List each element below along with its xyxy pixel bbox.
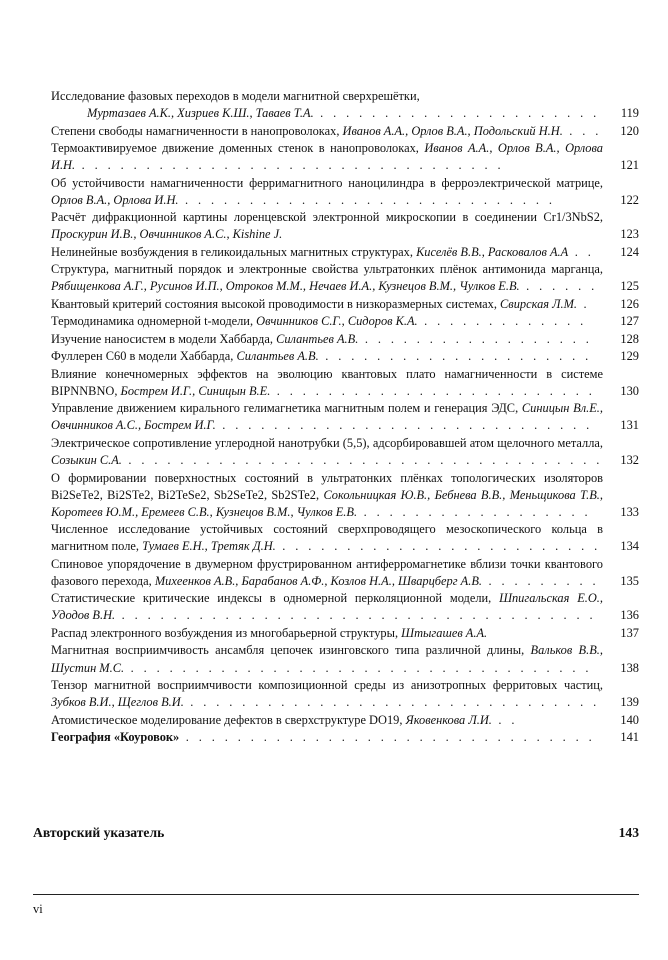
entry-page: 119 xyxy=(609,105,639,122)
toc-entry[interactable] xyxy=(51,677,639,711)
dot-leader: . . . . . . . . . . . . . . . . . . . . . xyxy=(318,349,592,364)
entry-page: 123 xyxy=(609,226,639,243)
author-index-page: 143 xyxy=(618,825,639,840)
toc-entry[interactable] xyxy=(51,261,639,295)
entry-authors: Шпигальская Е.О., Удодов В.Н. xyxy=(51,591,603,623)
entry-page: 132 xyxy=(609,452,639,469)
entry-authors: Овчинников С.Г., Сидоров К.А. xyxy=(256,314,418,329)
entry-page: 125 xyxy=(609,278,639,295)
dot-leader: . . . . . . . . . . . . . . . . . . xyxy=(358,331,593,346)
entry-authors: Орлов В.А., Орлова И.Н. xyxy=(51,192,179,207)
toc-entry[interactable] xyxy=(51,296,639,313)
entry-title: О формировании поверхностных состояний в ультратонких плёнках топологических изоляторов Bi2SeTe2, Bi2STe2, Bi2TeSe2, Sb2SeTe2, Sb2STe2, xyxy=(51,470,603,502)
dot-leader: . . . . . . . . . xyxy=(482,573,599,588)
entry-authors: Вальков В.В., Шустин М.С. xyxy=(51,643,603,675)
entry-title: Распад электронного возбуждения из многобарьерной структуры, xyxy=(51,625,399,640)
dot-leader: . . . . . . . . . . . . . . . . . . xyxy=(357,504,591,519)
entry-title: Квантовый критерий состояния высокой проводимости в низкоразмерных системах, xyxy=(51,296,497,311)
entry-authors: Иванов А.А., Орлов В.А., Орлова И.Н. xyxy=(51,141,603,173)
toc-entry[interactable] xyxy=(51,348,639,365)
dot-leader: . . . . . . . . . . . . . xyxy=(417,314,587,329)
entry-page: 120 xyxy=(609,123,639,140)
entry-page: 134 xyxy=(609,538,639,555)
entry-title: Фуллерен C60 в модели Хаббарда, xyxy=(51,349,234,364)
entry-title: Электрическое сопротивление углеродной нанотрубки (5,5), адсорбировавшей атом щелочного металла, xyxy=(51,435,603,450)
dot-leader: . . . . . . . . . . . . . . . . . . . . . . . . . . . . . . . . xyxy=(179,730,596,745)
entry-page: 140 xyxy=(609,712,639,729)
dot-leader: . . xyxy=(568,244,595,259)
toc-entry[interactable] xyxy=(51,642,639,676)
entry-authors: Свирская Л.М. xyxy=(500,296,578,311)
dot-leader: . . . . . . . . . . . . . . . . . . . . . . xyxy=(313,106,600,121)
entry-page: 131 xyxy=(609,417,639,434)
dot-leader: . . . . . . . . . . . . . . . . . . . . . . . . . xyxy=(275,539,601,554)
entry-page: 133 xyxy=(609,504,639,521)
toc-entry[interactable] xyxy=(51,313,639,330)
dot-leader: . xyxy=(577,296,591,311)
entry-title: Нелинейные возбуждения в геликоидальных магнитных структурах, xyxy=(51,244,413,259)
toc-entry[interactable] xyxy=(51,400,639,434)
toc-entry[interactable] xyxy=(51,331,639,348)
toc-entry[interactable] xyxy=(51,625,639,642)
entry-title: Тензор магнитной восприимчивости композиционной среды из анизотропных ферритовых частиц, xyxy=(51,678,603,692)
entry-authors: Силантьев А.В. xyxy=(236,349,319,364)
dot-leader: . . . . . . . . . . . . . . . . . . . . . . . . . xyxy=(270,383,596,398)
entry-authors: Штыгашев А.А. xyxy=(401,625,488,640)
dot-leader: . . . . . . . . . . . . . . . . . . . . . . . . . . . . . . . . . . . . . xyxy=(115,608,596,623)
entry-page: 121 xyxy=(609,157,639,174)
entry-page: 126 xyxy=(609,296,639,313)
entry-title: География «Коуровок» xyxy=(51,730,180,745)
toc-entry[interactable] xyxy=(51,521,639,555)
author-index-entry[interactable] xyxy=(33,825,639,841)
entry-authors: Проскурин И.В., Овчинников А.С., Kishine J. xyxy=(51,227,283,242)
entry-title: Спиновое упорядочение в двумерном фрустрированном антиферромагнетике вблизи точки квантового фазового перехода, xyxy=(51,556,603,588)
dot-leader: . . . . . . . . . . . . . . . . . . . . . . . . . . . . . xyxy=(178,192,556,207)
entry-title: Статистические критические индексы в одномерной перколяционной модели, xyxy=(51,591,492,606)
dot-leader: . . . . . . . . . . . . . . . . . . . . . . . . . . . . . . . . xyxy=(183,695,600,710)
dot-leader: . . xyxy=(491,712,518,727)
entry-title: Изучение наносистем в модели Хаббарда, xyxy=(51,331,273,346)
toc-entry[interactable] xyxy=(51,712,639,729)
entry-page: 136 xyxy=(609,607,639,624)
entry-title: Управление движением кирального гелимагнетика магнитным полем и генерация ЭДС, xyxy=(51,401,519,416)
entry-authors: Сокольницкая Ю.В., Бебнева В.В., Меньщикова Т.В., Коротеев Ю.М., Еремеев С.В., Кузнецов В.М., Чулков Е.В. xyxy=(51,487,604,519)
toc-entry[interactable] xyxy=(51,175,639,209)
entry-title: Термодинамика одномерной t-модели, xyxy=(51,314,254,329)
dot-leader: . . . . . . . . . . . . . . . . . . . . . . . . . . . . . . . . . . . . xyxy=(124,660,592,675)
entry-title: Структура, магнитный порядок и электронные свойства ультратонких плёнок антимонида марганца, xyxy=(51,262,603,277)
entry-authors: Тумаев Е.Н., Третяк Д.Н. xyxy=(142,539,276,554)
toc-entry[interactable] xyxy=(51,123,639,140)
entry-title: Об устойчивости намагниченности ферримагнитного наноцилиндра в ферроэлектрической матрице, xyxy=(51,175,603,190)
page-folio: vi xyxy=(33,902,43,916)
entry-authors: Зубков В.И., Щеглов В.И. xyxy=(51,695,184,710)
entry-authors: Бострем И.Г., Синицын В.Е. xyxy=(120,383,271,398)
entry-page: 124 xyxy=(609,244,639,261)
entry-authors: Михеенков А.В., Барабанов А.Ф., Козлов Н.А., Шварцберг А.В. xyxy=(154,573,483,588)
entry-page: 139 xyxy=(609,694,639,711)
entry-page: 128 xyxy=(609,331,639,348)
dot-leader: . . . . . . . . . . . . . . . . . . . . . . . . . . . . . . . . . . . . . xyxy=(121,453,603,468)
dot-leader: . . . . . . xyxy=(519,279,598,294)
toc-entry[interactable] xyxy=(51,366,639,400)
entry-authors: Иванов А.А., Орлов В.А., Подольский Н.Н. xyxy=(342,123,563,138)
toc-entry[interactable] xyxy=(51,435,639,469)
entry-title: Степени свободы намагниченности в нанопроволоках, xyxy=(51,123,340,138)
entry-authors: Рябищенкова А.Г., Русинов И.П., Отроков М.М., Нечаев И.А., Кузнецов В.М., Чулков Е.В. xyxy=(51,279,520,294)
entry-page: 129 xyxy=(609,348,639,365)
entry-authors: Синицын Вл.Е., Овчинников А.С., Бострем И.Г. xyxy=(51,401,603,433)
entry-title: Термоактивируемое движение доменных стенок в нанопроволоках, xyxy=(51,141,419,156)
entry-title: Влияние конечномерных эффектов на эволюцию квантовых плато намагниченности в системе BIPNNBNO, xyxy=(51,366,603,398)
entry-page: 135 xyxy=(609,573,639,590)
entry-title: Расчёт дифракционной картины лоренцевской электронной микроскопии в соединении Cr1/3NbS2, xyxy=(51,210,603,225)
entry-authors: Созыкин С.А. xyxy=(51,453,122,468)
toc-entry[interactable] xyxy=(51,590,639,624)
toc-entry[interactable] xyxy=(51,209,639,243)
entry-page: 141 xyxy=(609,729,639,746)
entry-title: Исследование фазовых переходов в модели магнитной сверхрешётки, xyxy=(51,89,420,103)
entry-authors: Муртазаев А.К., Хизриев К.Ш., Таваев Т.А. xyxy=(87,106,314,121)
entry-authors: Киселёв В.В., Расковалов А.А xyxy=(416,244,569,259)
author-index-label: Авторский указатель xyxy=(33,825,165,840)
entry-authors: Яковенкова Л.И. xyxy=(405,712,492,727)
entry-page: 122 xyxy=(609,192,639,209)
table-of-contents xyxy=(51,88,639,747)
toc-entry[interactable] xyxy=(51,140,639,174)
toc-entry[interactable] xyxy=(51,556,639,590)
toc-entry[interactable] xyxy=(51,88,639,122)
entry-page: 130 xyxy=(609,383,639,400)
entry-title: Численное исследование устойчивых состояний сверхпроводящего мезоскопического кольца в магнитном поле, xyxy=(51,522,603,554)
footer-divider xyxy=(33,894,639,895)
toc-entry-geography[interactable] xyxy=(51,729,639,746)
toc-entry[interactable] xyxy=(51,470,639,521)
dot-leader: . . . . . . . . . . . . . . . . . . . . . . . . . . . . . . . . . xyxy=(75,158,504,173)
entry-page: 138 xyxy=(609,660,639,677)
entry-page: 127 xyxy=(609,313,639,330)
dot-leader: . . . xyxy=(562,123,602,138)
entry-title: Магнитная восприимчивость ансамбля цепочек изинговского типа различной длины, xyxy=(51,643,525,658)
entry-title: Атомистическое моделирование дефектов в сверхструктуре DO19, xyxy=(51,712,403,727)
entry-page: 137 xyxy=(609,625,639,642)
entry-authors: Силантьев А.В. xyxy=(276,331,359,346)
toc-entry[interactable] xyxy=(51,244,639,261)
dot-leader: . . . . . . . . . . . . . . . . . . . . . . . . . . . . . xyxy=(215,418,593,433)
